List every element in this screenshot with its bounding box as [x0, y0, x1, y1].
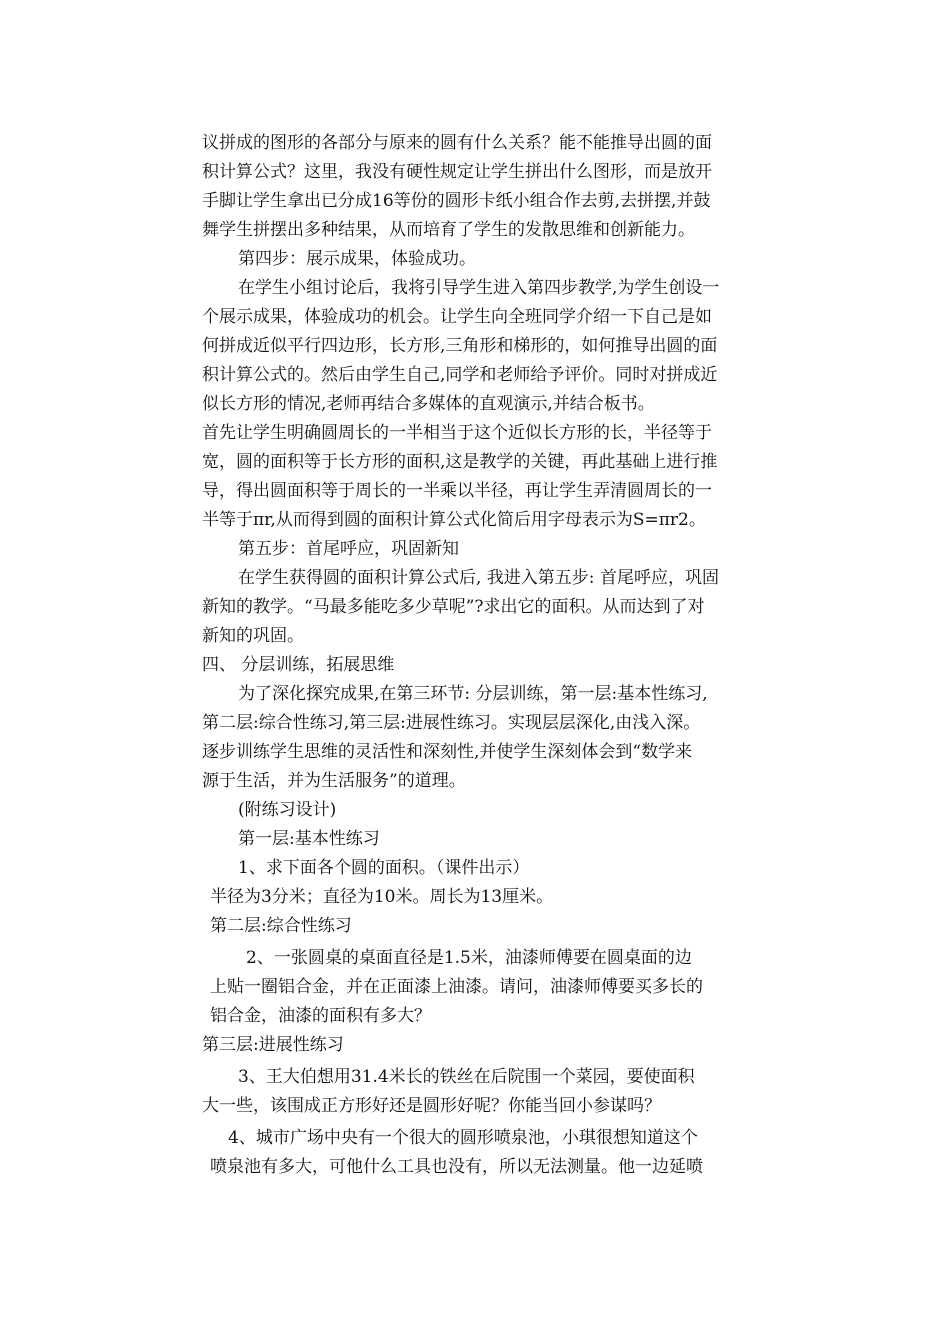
paragraph-line: 新知的教学。“马最多能吃多少草呢”?求出它的面积。从而达到了对 [202, 597, 705, 617]
paragraph-line: 似长方形的情况,老师再结合多媒体的直观演示,并结合板书。 [202, 394, 655, 414]
paragraph-line: 手脚让学生拿出已分成16等份的圆形卡纸小组合作去剪,去拼摆,并鼓 [202, 191, 711, 211]
exercise-item: 1、求下面各个圆的面积。（课件出示） [238, 858, 530, 878]
paragraph-line: 在学生获得圆的面积计算公式后, 我进入第五步: 首尾呼应，巩固 [238, 568, 719, 588]
paragraph-line: 新知的巩固。 [202, 626, 304, 646]
paragraph-line: 导，得出圆面积等于周长的一半乘以半径，再让学生弄清圆周长的一 [202, 481, 712, 501]
step-heading: 第五步：首尾呼应，巩固新知 [238, 539, 459, 559]
paragraph-line: 何拼成近似平行四边形，长方形,三角形和梯形的，如何推导出圆的面 [202, 336, 718, 356]
exercise-line: 喷泉池有多大，可他什么工具也没有，所以无法测量。他一边延喷 [210, 1157, 703, 1177]
exercise-item: 4、城市广场中央有一个很大的圆形喷泉池，小琪很想知道这个 [228, 1128, 698, 1148]
paragraph-line: 第二层:综合性练习,第三层:进展性练习。实现层层深化,由浅入深。 [202, 713, 701, 733]
paragraph-line: 首先让学生明确圆周长的一半相当于这个近似长方形的长，半径等于 [202, 423, 712, 443]
paragraph-line: 个展示成果，体验成功的机会。让学生向全班同学介绍一下自己是如 [202, 307, 712, 327]
paragraph-line: 舞学生拼摆出多种结果，从而培育了学生的发散思维和创新能力。 [202, 220, 695, 240]
exercise-line: 上贴一圈铝合金，并在正面漆上油漆。请问，油漆师傅要买多长的 [210, 977, 703, 997]
appendix-label: (附练习设计) [238, 800, 337, 820]
level-heading: 第二层:综合性练习 [210, 916, 352, 936]
paragraph-line: 半等于πr,从而得到圆的面积计算公式化简后用字母表示为S=πr2。 [202, 510, 706, 530]
exercise-item: 3、王大伯想用31.4米长的铁丝在后院围一个菜园，要使面积 [238, 1067, 695, 1087]
paragraph-line: 在学生小组讨论后，我将引导学生进入第四步教学,为学生创设一 [238, 278, 720, 298]
exercise-item: 2、一张圆桌的桌面直径是1.5米，油漆师傅要在圆桌面的边 [246, 948, 692, 968]
exercise-line: 半径为3分米；直径为10米。周长为13厘米。 [210, 887, 554, 907]
paragraph-line: 积计算公式？这里，我没有硬性规定让学生拼出什么图形，而是放开 [202, 162, 712, 182]
section-heading: 四、 分层训练，拓展思维 [202, 655, 395, 675]
paragraph-line: 为了深化探究成果,在第三环节: 分层训练，第一层:基本性练习, [238, 684, 708, 704]
paragraph-line: 积计算公式的。然后由学生自己,同学和老师给予评价。同时对拼成近 [202, 365, 718, 385]
level-heading: 第一层:基本性练习 [238, 829, 380, 849]
level-heading: 第三层:进展性练习 [202, 1035, 344, 1055]
paragraph-line: 源于生活，并为生活服务”的道理。 [202, 771, 466, 791]
paragraph-line: 宽，圆的面积等于长方形的面积,这是教学的关键，再此基础上进行推 [202, 452, 718, 472]
paragraph-line: 逐步训练学生思维的灵活性和深刻性,并使学生深刻体会到“数学来 [202, 742, 693, 762]
paragraph-line: 议拼成的图形的各部分与原来的圆有什么关系？能不能推导出圆的面 [202, 133, 712, 153]
step-heading: 第四步：展示成果，体验成功。 [238, 249, 476, 269]
exercise-line: 大一些，该围成正方形好还是圆形好呢？你能当回小参谋吗？ [202, 1096, 661, 1116]
document-body [202, 129, 784, 1182]
exercise-line: 铝合金，油漆的面积有多大？ [210, 1006, 431, 1026]
